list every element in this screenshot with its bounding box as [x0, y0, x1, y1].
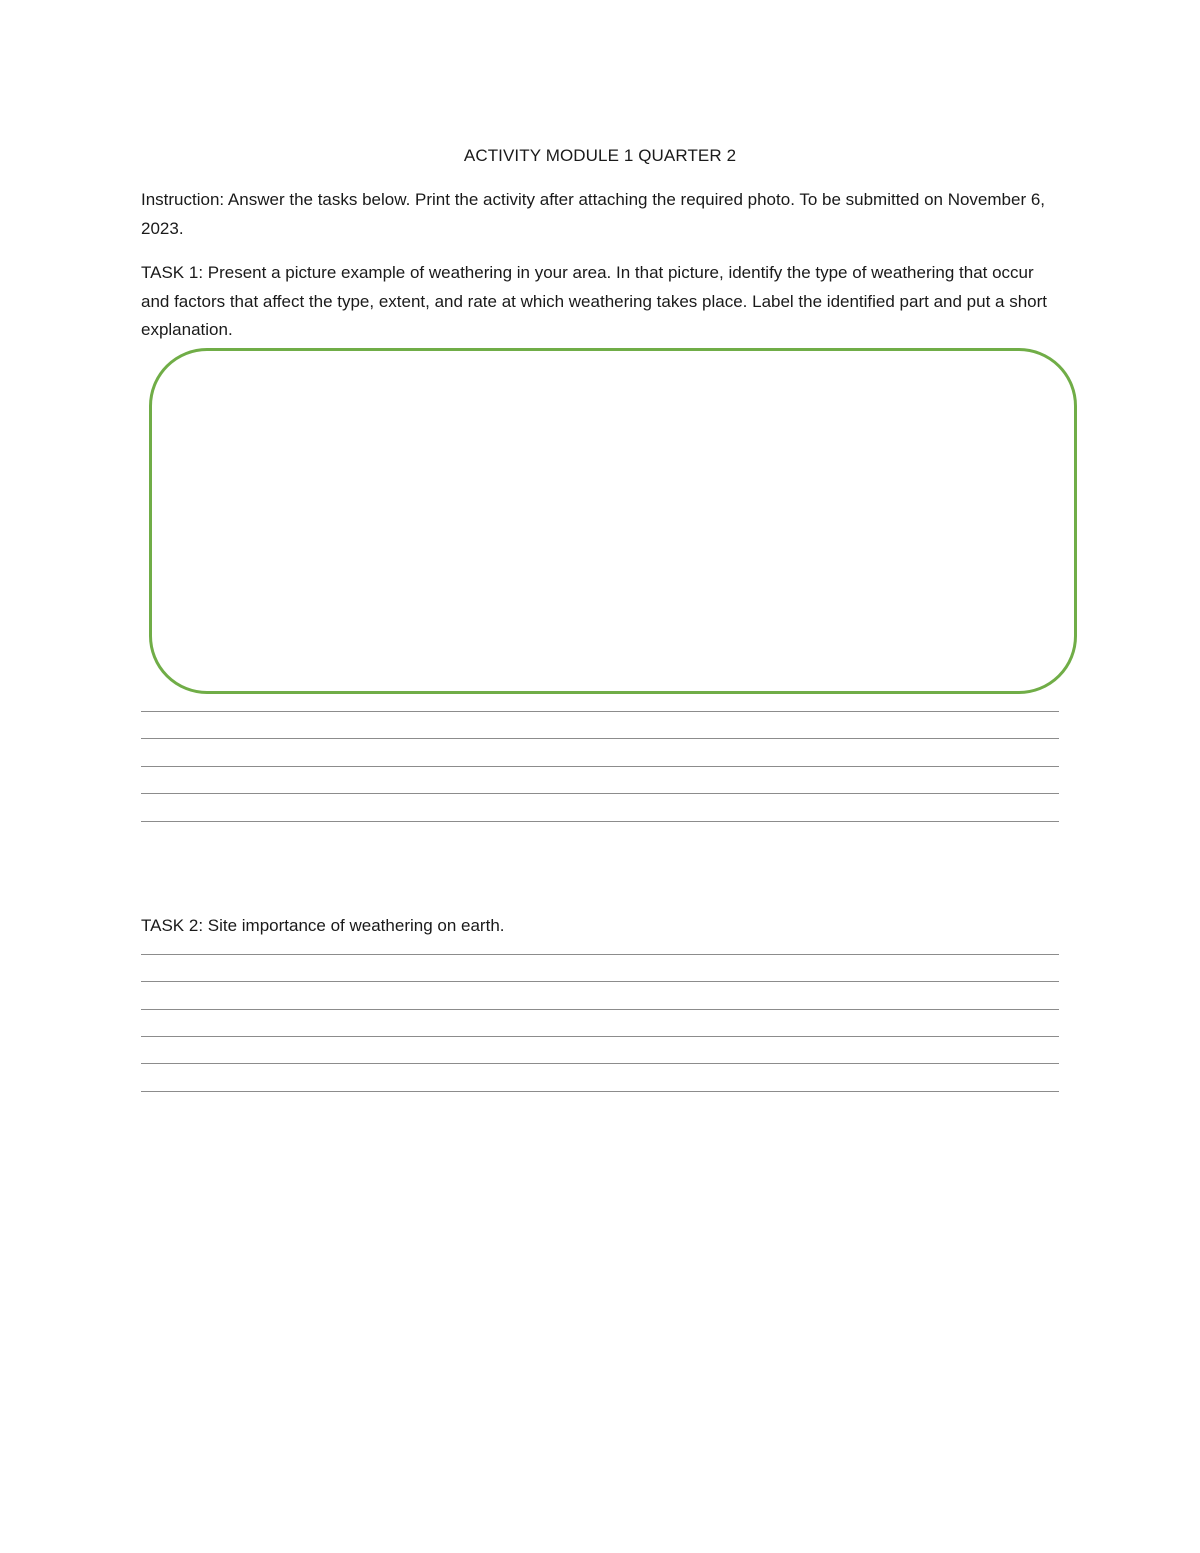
task1-answer-line[interactable]: [141, 711, 1059, 712]
task2-answer-line[interactable]: [141, 1091, 1059, 1092]
task1-prompt: TASK 1: Present a picture example of weathering in your area. In that picture, identify the type of weathering that occur and factors that affect the type, extent, and rate at which weathering takes place. Label the identified part and put a short explanation.: [141, 263, 1047, 339]
task2-prompt: TASK 2: Site importance of weathering on earth.: [141, 916, 505, 935]
task2-answer-line[interactable]: [141, 954, 1059, 955]
task1-answer-line[interactable]: [141, 766, 1059, 767]
document-title: ACTIVITY MODULE 1 QUARTER 2: [463, 146, 737, 165]
task2-answer-line[interactable]: [141, 1063, 1059, 1064]
task1-answer-line[interactable]: [141, 821, 1059, 822]
task2-answer-line[interactable]: [141, 981, 1059, 982]
task2-answer-line[interactable]: [141, 1009, 1059, 1010]
task1-answer-line[interactable]: [141, 738, 1059, 739]
task1-answer-line[interactable]: [141, 793, 1059, 794]
task2-answer-line[interactable]: [141, 1036, 1059, 1037]
photo-placeholder-box: [149, 348, 1077, 694]
instruction-text: Instruction: Answer the tasks below. Print the activity after attaching the required photo. To be submitted on November 6, 2023.: [141, 190, 1046, 238]
